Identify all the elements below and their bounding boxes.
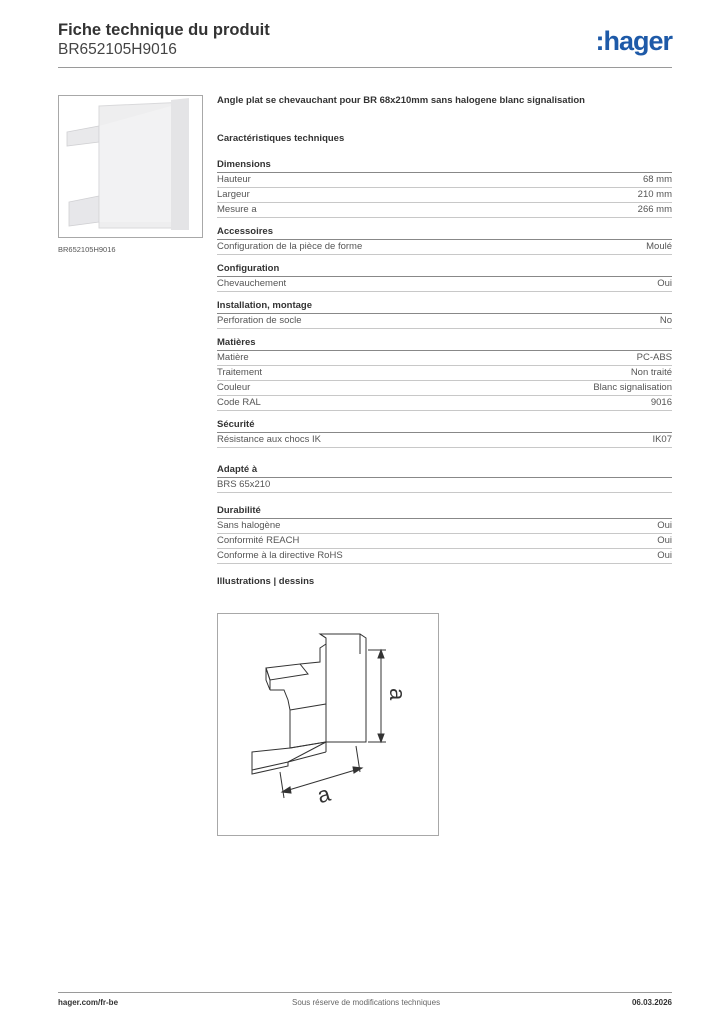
spec-row xyxy=(217,314,672,329)
spec-value: Oui xyxy=(657,520,672,531)
section-matieres xyxy=(217,337,672,411)
section-title: Installation, montage xyxy=(217,300,672,314)
spec-label: Résistance aux chocs IK xyxy=(217,434,322,445)
spec-label: Hauteur xyxy=(217,174,251,185)
product-thumbnail-image xyxy=(59,96,202,237)
footer-date: 06.03.2026 xyxy=(631,998,672,1007)
spec-row xyxy=(217,351,672,366)
tech-characteristics-title: Caractéristiques techniques xyxy=(217,133,345,144)
spec-value: 266 mm xyxy=(637,204,672,215)
spec-value: Moulé xyxy=(646,241,672,252)
spec-value: Non traité xyxy=(630,367,672,378)
illustrations-title: Illustrations | dessins xyxy=(217,576,315,587)
spec-label: Couleur xyxy=(217,382,251,393)
spec-value: 68 mm xyxy=(642,174,672,185)
section-durabilite xyxy=(217,505,672,564)
spec-label: Traitement xyxy=(217,367,263,378)
technical-drawing xyxy=(217,613,439,836)
footer-notice: Sous réserve de modifications techniques xyxy=(292,998,441,1007)
spec-label: Chevauchement xyxy=(217,278,287,289)
thumbnail-caption: BR652105H9016 xyxy=(58,245,116,254)
hager-logo: :hager xyxy=(595,26,672,56)
spec-row xyxy=(217,433,672,448)
spec-label: Matière xyxy=(217,352,249,363)
spec-row xyxy=(217,549,672,564)
spec-row xyxy=(217,188,672,203)
technical-drawing-image xyxy=(218,614,438,835)
spec-row xyxy=(217,240,672,255)
footer-website[interactable]: hager.com/fr-be xyxy=(58,998,119,1007)
spec-label: Code RAL xyxy=(217,397,261,408)
section-title: Durabilité xyxy=(217,505,672,519)
spec-row xyxy=(217,203,672,218)
footer-divider xyxy=(58,992,672,993)
spec-label: Sans halogène xyxy=(217,520,281,531)
spec-row xyxy=(217,478,672,493)
product-specifications xyxy=(217,95,672,588)
header-divider xyxy=(58,67,672,68)
spec-value: Oui xyxy=(657,535,672,546)
product-reference: BR652105H9016 xyxy=(58,41,177,58)
section-title: Sécurité xyxy=(217,419,672,433)
dimension-label-vertical: a xyxy=(385,688,410,701)
dimension-label-horizontal: a xyxy=(314,780,334,809)
spec-value: Blanc signalisation xyxy=(593,382,672,393)
spec-value: IK07 xyxy=(652,434,672,445)
section-dimensions xyxy=(217,159,672,218)
section-securite xyxy=(217,419,672,448)
spec-row xyxy=(217,366,672,381)
section-title: Dimensions xyxy=(217,159,672,173)
spec-label: Mesure a xyxy=(217,204,257,215)
section-title: Accessoires xyxy=(217,226,672,240)
spec-label: Perforation de socle xyxy=(217,315,302,326)
document-header xyxy=(58,20,270,59)
spec-row xyxy=(217,396,672,411)
section-title: Configuration xyxy=(217,263,672,277)
spec-value: 210 mm xyxy=(637,189,672,200)
spec-value: No xyxy=(659,315,672,326)
spec-row xyxy=(217,277,672,292)
spec-label: Conformité REACH xyxy=(217,535,300,546)
spec-row xyxy=(217,381,672,396)
product-thumbnail xyxy=(58,95,203,238)
page-title: Fiche technique du produit xyxy=(58,21,270,39)
spec-label: Configuration de la pièce de forme xyxy=(217,241,363,252)
section-accessoires xyxy=(217,226,672,255)
section-adapte xyxy=(217,464,672,493)
spec-label: BRS 65x210 xyxy=(217,479,271,490)
section-title: Adapté à xyxy=(217,464,672,478)
spec-row xyxy=(217,519,672,534)
spec-value: Oui xyxy=(657,550,672,561)
spec-value: PC-ABS xyxy=(636,352,672,363)
spec-value: Oui xyxy=(657,278,672,289)
section-installation xyxy=(217,300,672,329)
spec-row xyxy=(217,534,672,549)
spec-row xyxy=(217,173,672,188)
section-title: Matières xyxy=(217,337,672,351)
spec-label: Largeur xyxy=(217,189,250,200)
product-description: Angle plat se chevauchant pour BR 68x210mm sans halogene blanc signalisation xyxy=(217,95,585,106)
spec-value: 9016 xyxy=(650,397,672,408)
spec-label: Conforme à la directive RoHS xyxy=(217,550,343,561)
section-configuration xyxy=(217,263,672,292)
